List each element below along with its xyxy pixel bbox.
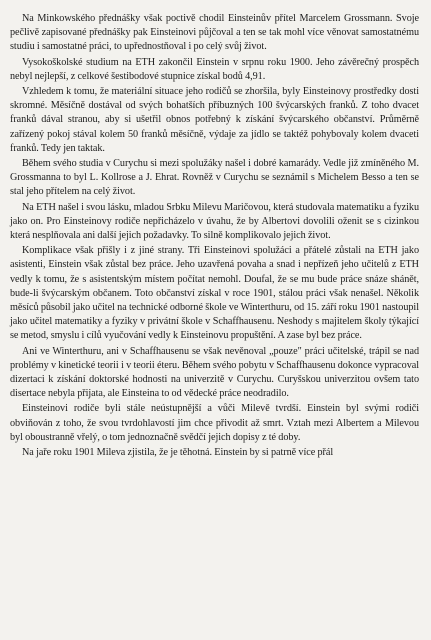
paragraph: Komplikace však přišly i z jiné strany. Tři Einsteinovi spolužáci a přátelé zůstali na ETH jako asistenti, Einstein však zůstal bez práce. Jeho uzavřená povaha a snad i nepřízeň jeho učitelů z ETH vedly k tomu, že s asistentským místem počítat nemohl. Doufal, že se mu bude práce snáze shánět, bude-li švýcarským občanem. Toto občanství získal v roce 1901, stálou práci však nenašel. Několik měsíců působil jako učitel na technické odborné škole ve Winterthuru, od 15. září roku 1901 nastoupil jako učitel matematiky a fyziky v privátní škole v Schaffhausenu. Neshody s majitelem školy týkající se metod, smyslu i cílů vyučování vedly k Einsteinovu propuštění. A zase byl bez práce. [10, 245, 419, 342]
paragraph: Vysokoškolské studium na ETH zakončil Einstein v srpnu roku 1900. Jeho závěrečný prospěch nebyl nejlepší, z celkové šestibodové stupnice získal bodů 4,91. [10, 56, 419, 82]
paragraph: Na jaře roku 1901 Mileva zjistila, že je těhotná. Einstein by si patrně více přál [22, 447, 334, 459]
paragraph: Na ETH našel i svou lásku, mladou Srbku Milevu Maričovou, která studovala matematiku a fyziku jako on. Pro Einsteinovy rodiče nepřicházelo v úvahu, že by Albertovi dovolili oženit se s cizinkou která nesplňovala ani další jejich požadavky. To silně komplikovalo jejich život. [10, 201, 419, 242]
paragraph: Einsteinovi rodiče byli stále neústupnější a vůči Milevě tvrdší. Einstein byl svými rodiči obviňován z toho, že svou tvrdohlavostí jim chce přivodit až smrt. Vztah mezi Albertem a Milevou byl oboustranně vřelý, o tom jednoznačně svědčí jejich dopisy z té doby. [10, 403, 419, 443]
paragraph: Během svého studia v Curychu si mezi spolužáky našel i dobré kamarády. Vedle již zmíněného M. Grossmanna to byl L. Kollrose a J. Ehrat. Rovněž v Curychu se seznámil s Michelem Besso a ten se stal jeho přítelem na celý život. [10, 158, 419, 198]
paragraph: Vzhledem k tomu, že materiální situace jeho rodičů se zhoršila, byly Einsteinovy prostředky dosti skromné. Měsíčně dostával od svých bohatších příbuzných 100 švýcarských franků. Z toho dvacet franků dával stranou, aby si ušetřil obnos potřebný k získání švýcarského občanství. Průměrně zařízený pokoj stával kolem 50 franků měsíčně, výdaje za jídlo se taktéž pohybovaly kolem dvaceti franků. Tedy jen taktak. [10, 86, 419, 154]
paragraph: Na Minkowského přednášky však poctivě chodil Einsteinův přítel Marcelem Grossmann. Svoje pečlivě zapisované přednášky pak Einsteinovi půjčoval a ten se tak mohl více věnovat samostatnému studiu i samostatné práci, to upřednostňoval i po celý svůj život. [10, 13, 419, 53]
paragraph: Ani ve Winterthuru, ani v Schaffhausenu se však nevěnoval „pouze" práci učitelské, trápil se nad problémy v kinetické teorii i v teorii éteru. Během svého pobytu v Schaffhausenu dokonce vypracoval dizertaci k získání doktorské hodnosti na univerzitě v Curychu. Curyšskou univerzitou ovšem tato disertace nebyla přijata, ale Einsteina to od vědecké práce neodradilo. [10, 345, 419, 400]
